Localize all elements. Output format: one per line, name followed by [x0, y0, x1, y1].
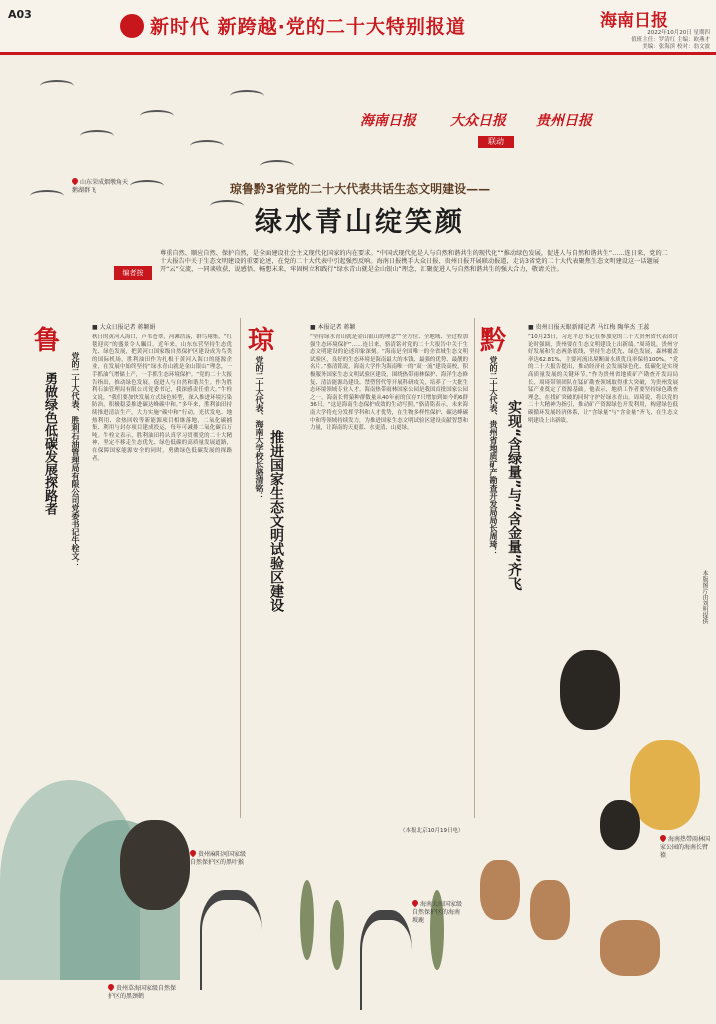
party-emblem-icon [120, 14, 144, 38]
location-pin-icon [189, 849, 197, 857]
col2-body: “坚持绿水青山就是金山银山的理念”“全方位、全地域、全过程加强生态环境保护”……连日来，骆清铭对党的二十大报告中关于生态文明建设的论述印象深刻。“海南是全国唯一的全省域生态文明试验区，良好的生态环境是海南最大的本钱、最强的优势、最靓的名片。”骆清铭说，海南大学作为海南唯一的“双一流”建设高校，积极服务国家生态文明试验区建设，围绕热带雨林保护、海洋生态修复、清洁能源岛建设、禁塑替代等开展科研攻关，培养了一大批生态环境领域专业人才。海南热带雨林国家公园是我国首批国家公园之一，海南长臂猿种群数量从40年前的仅存7只增加到如今的6群36只。“这是海南生态保护成效的生动写照。”骆清铭表示，未来海南大学将充分发挥学科和人才优势，在生物多样性保护、碳达峰碳中和等领域持续发力，为推进国家生态文明试验区建设贡献智慧和力量，让海南的天更蓝、水更清、山更绿。 [310, 334, 468, 432]
meta-date: 2022年10月20日 星期四 [647, 30, 710, 36]
col2-province-glyph: 琼 [248, 326, 275, 356]
page-number: A03 [8, 8, 32, 21]
col3-body: “10月23日，习近平总书记在参加党的二十大贵州省代表团讨论时强调，贵州要在生态文明建设上出新绩。”周琦说，贵州守好发展和生态两条底线，坚持生态优先、绿色发展，森林覆盖率达62.81%，主要河流出境断面水质优良率保持100%。“党的二十大报告提出，推动经济社会发展绿色化、低碳化是实现高质量发展的关键环节。”作为贵州省地质矿产勘查开发局局长，周琦带领团队在锰矿勘查领域取得重大突破，为贵州发展锰产业奠定了资源基础。他表示，地质工作者要坚持绿色勘查理念，在找矿突破的同时守护好绿水青山。周琦说，将以党的二十大精神为指引，推动矿产资源绿色开发利用，构建绿色低碳循环发展经济体系，让“含绿量”与“含金量”齐飞，在生态文明建设上出新绩。 [528, 334, 678, 424]
deer-illustration [530, 880, 570, 940]
deer-illustration [480, 860, 520, 920]
subheadline: 琼鲁黔3省党的二十大代表共话生态文明建设—— [229, 182, 491, 196]
editor-note-text: 尊重自然、顺应自然、保护自然，是全面建设社会主义现代化国家的内在要求。“中国式现代化是人与自然和谐共生的现代化”“推动绿色发展，促进人与自然和谐共生”……连日来，党的二十大报告中关于生态文明建设的重要论述，在党的二十大代表中引起强烈反响。海南日报携手大众日报、贵州日报开展联动报道，走访3省党的二十大代表聚焦生态文明建设这一话题展开“云”交流，一同谈收获、说感悟、畅想未来，牢固树立和践行“绿水青山就是金山银山”理念，汇聚促进人与自然和谐共生的强大合力，敬请关注。 [160, 250, 668, 274]
tree-illustration [330, 900, 344, 970]
gibbon-illustration [630, 740, 700, 830]
col1-byline: ■ 大众日报记者 蒋颖娟 [92, 324, 156, 331]
col2-title: 推进国家生态文明试验区建设 [268, 430, 284, 612]
logo-hainan: 海南日报 [360, 113, 416, 129]
tree-illustration [300, 880, 314, 960]
meta-design: 美编：张海滨 校对：翁文波 [642, 44, 710, 50]
crane-illustration [200, 890, 262, 990]
crane-illustration [360, 910, 412, 1010]
caption-gibbon: 海南热带雨林国家公园的海南长臂猿 [660, 835, 712, 860]
photo-credit: 本版图片由刘明提供 [701, 570, 708, 624]
partner-logos [360, 110, 620, 132]
footer-note: （本报北京10月19日电） [400, 828, 464, 834]
column-divider [474, 318, 475, 818]
col1-title: 勇做绿色低碳发展探路者 [42, 372, 57, 515]
logo-dazhong: 大众日报 [450, 113, 506, 129]
col1-badge: 党的二十大代表、胜利石油管理局有限公司党委书记牛栓文： [71, 352, 80, 568]
gibbon-illustration [560, 650, 620, 730]
location-pin-icon [659, 834, 667, 842]
headline: 绿水青山绽笑颜 [255, 207, 465, 238]
location-pin-icon [411, 899, 419, 907]
location-pin-icon [71, 177, 79, 185]
editor-note-tag: 编者按 [114, 266, 152, 280]
caption-crane: 贵州草海国家级自然保护区的黑颈鹤 [108, 984, 178, 1001]
col3-badge: 党的二十大代表、贵州省地质矿产勘查开发局局长周琦： [489, 356, 498, 556]
logo-guizhou: 贵州日报 [536, 113, 592, 129]
location-pin-icon [107, 983, 115, 991]
caption-deer: 海南大田国家级自然保护区的海南坡鹿 [412, 900, 462, 925]
caption-swans: 山东荣成烟墩角天鹅湖群飞 [72, 178, 132, 195]
col3-province-glyph: 黔 [480, 326, 507, 356]
newspaper-logo: 海南日报 [600, 11, 668, 31]
section-title: 新时代 新跨越·党的二十大特别报道 [150, 16, 466, 38]
lian-badge: 联动 [478, 136, 514, 148]
caption-langur: 贵州麻阳河国家级自然保护区的黑叶猴 [190, 850, 250, 867]
col1-body: 秋日的黄河入海口，芦苇苍翠，河滩浩荡，群鸟翔集，“红毯迎宾”的盛景令人瞩目。近年来，山东东营坚持生态优先、绿色发展，把黄河口国家级自然保护区建设成为鸟类的国际机场。胜利油田作为扎根于黄河入海口的能源企业，在发展中始终坚持“绿水青山就是金山银山”理念，一手抓油气增储上产，一手抓生态环境保护。“党的二十大报告指出，推动绿色发展，促进人与自然和谐共生。作为胜利石油管理局有限公司党委书记，我深感责任重大。”牛栓文说，“我们要加快发展方式绿色转型，深入推进环境污染防治，积极稳妥推进碳达峰碳中和。”多年来，胜利油田持续推进清洁生产，大力实施“碳中和”行动，光伏发电、地热利用、余热回收等新能源项目相继落地，二氧化碳捕集、利用与封存项目建成投运，每年可减排二氧化碳百万吨。牛栓文表示，胜利油田将认真学习贯彻党的二十大精神，坚定不移走生态优先、绿色低碳的高质量发展道路，在保障国家能源安全的同时，勇做绿色低碳发展的探路者。 [92, 334, 232, 462]
langur-illustration [120, 820, 190, 910]
page-header [0, 0, 716, 55]
col1-province-glyph: 鲁 [34, 326, 61, 356]
col2-badge: 党的二十大代表、海南大学校长骆清铭： [255, 356, 264, 500]
edition-meta [560, 30, 710, 51]
col2-byline: ■ 本报记者 蒋颖 [310, 324, 356, 331]
deer-illustration [600, 920, 660, 976]
col3-byline: ■ 贵州日报天眼新闻记者 马红梅 陶华杰 王蕊 [528, 324, 650, 331]
gibbon-illustration [600, 800, 640, 850]
meta-editors: 值班主任：罗清红 主编：欧燕才 [631, 37, 710, 43]
col3-title: 实现“含绿量”与“含金量”齐飞 [506, 400, 522, 591]
column-divider [240, 318, 241, 818]
